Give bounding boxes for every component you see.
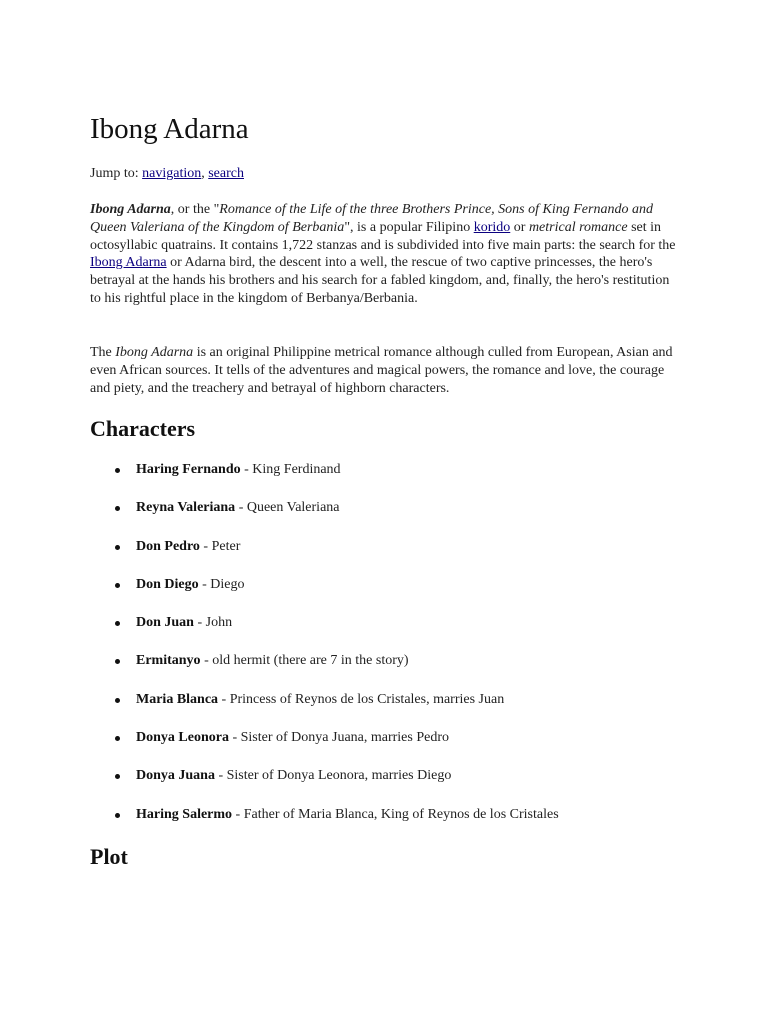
list-item xyxy=(90,461,559,499)
character-name: Donya Leonora xyxy=(136,730,229,746)
character-name: Haring Fernando xyxy=(136,462,241,477)
character-desc: - King Ferdinand xyxy=(240,462,341,477)
intro-term: Ibong Adarna xyxy=(90,202,171,217)
navigation-link[interactable]: navigation xyxy=(142,166,202,181)
bullet-icon xyxy=(115,468,120,473)
character-name: Don Diego xyxy=(136,576,199,592)
korido-link[interactable]: korido xyxy=(473,219,511,235)
bullet-icon xyxy=(115,583,120,588)
intro-alt-title: Romance of the Life of the three Brothers Prince, Sons of King Fernando and Queen Valeriana of the Kingdom of Berbania xyxy=(90,202,653,235)
jump-to-label: Jump to: xyxy=(90,166,143,181)
character-name: Haring Salermo xyxy=(136,806,233,822)
character-desc: - John xyxy=(193,615,233,631)
jump-separator: , xyxy=(201,166,209,181)
bullet-icon xyxy=(115,659,120,664)
character-desc: - Sister of Donya Leonora, marries Diego xyxy=(214,768,452,784)
search-link[interactable]: search xyxy=(208,166,244,181)
character-name: Maria Blanca xyxy=(136,691,219,707)
list-item xyxy=(90,499,559,537)
character-desc: - Queen Valeriana xyxy=(235,500,340,516)
list-item xyxy=(90,614,559,652)
intro-paragraph: Ibong Adarna, or the "Romance of the Life of the three Brothers Prince, Sons of King Fernando and Queen Valeriana of the Kingdom of Berbania", is a popular Filipino korido or metrical romance set in octosyllabic quatrains. It contains 1,722 stanzas and is subdivided into five main parts: the search for the Ibong Adarna or Adarna bird, the descent into a well, the rescue of two captive princesses, the hero's betrayal at the hands his brothers and his search for a fabled kingdom, and, finally, the hero's restitution to his rightful place in the kingdom of Berbanya/Berbania. xyxy=(90,202,676,306)
character-name: Don Juan xyxy=(136,615,194,631)
character-desc: - Father of Maria Blanca, King of Reynos de los Cristales xyxy=(232,806,559,822)
second-paragraph-term: Ibong Adarna xyxy=(115,345,194,360)
bullet-icon xyxy=(115,774,120,779)
bullet-icon xyxy=(115,506,120,511)
list-item xyxy=(90,652,559,690)
bullet-icon xyxy=(115,698,120,703)
characters-list xyxy=(90,461,559,844)
bullet-icon xyxy=(115,813,120,818)
list-item xyxy=(90,538,559,576)
metrical-romance-term: metrical romance xyxy=(528,219,628,235)
character-name: Ermitanyo xyxy=(136,653,201,669)
character-name: Reyna Valeriana xyxy=(136,500,236,516)
character-desc: - Peter xyxy=(199,538,241,554)
bullet-icon xyxy=(115,736,120,741)
character-desc: - Princess of Reynos de los Cristales, marries Juan xyxy=(218,691,505,707)
plot-heading: Plot xyxy=(90,844,128,869)
list-item xyxy=(90,576,559,614)
second-paragraph: The Ibong Adarna is an original Philippine metrical romance although culled from European, Asian and even African sources. It tells of the adventures and magical powers, the romance and love, the courage and piety, and the treachery and betrayal of highborn characters. xyxy=(90,345,673,396)
list-item xyxy=(90,729,559,767)
character-name: Donya Juana xyxy=(136,768,215,784)
page-title: Ibong Adarna xyxy=(90,113,249,145)
character-desc: - Sister of Donya Juana, marries Pedro xyxy=(228,730,450,746)
characters-heading: Characters xyxy=(90,416,196,441)
list-item xyxy=(90,806,559,844)
list-item xyxy=(90,691,559,729)
character-desc: - Diego xyxy=(198,576,245,592)
character-desc: - old hermit (there are 7 in the story) xyxy=(200,653,409,669)
jump-to-bar xyxy=(90,165,244,183)
list-item xyxy=(90,767,559,805)
ibong-adarna-link[interactable]: Ibong Adarna xyxy=(90,255,167,271)
bullet-icon xyxy=(115,621,120,626)
bullet-icon xyxy=(115,545,120,550)
character-name: Don Pedro xyxy=(136,538,200,554)
